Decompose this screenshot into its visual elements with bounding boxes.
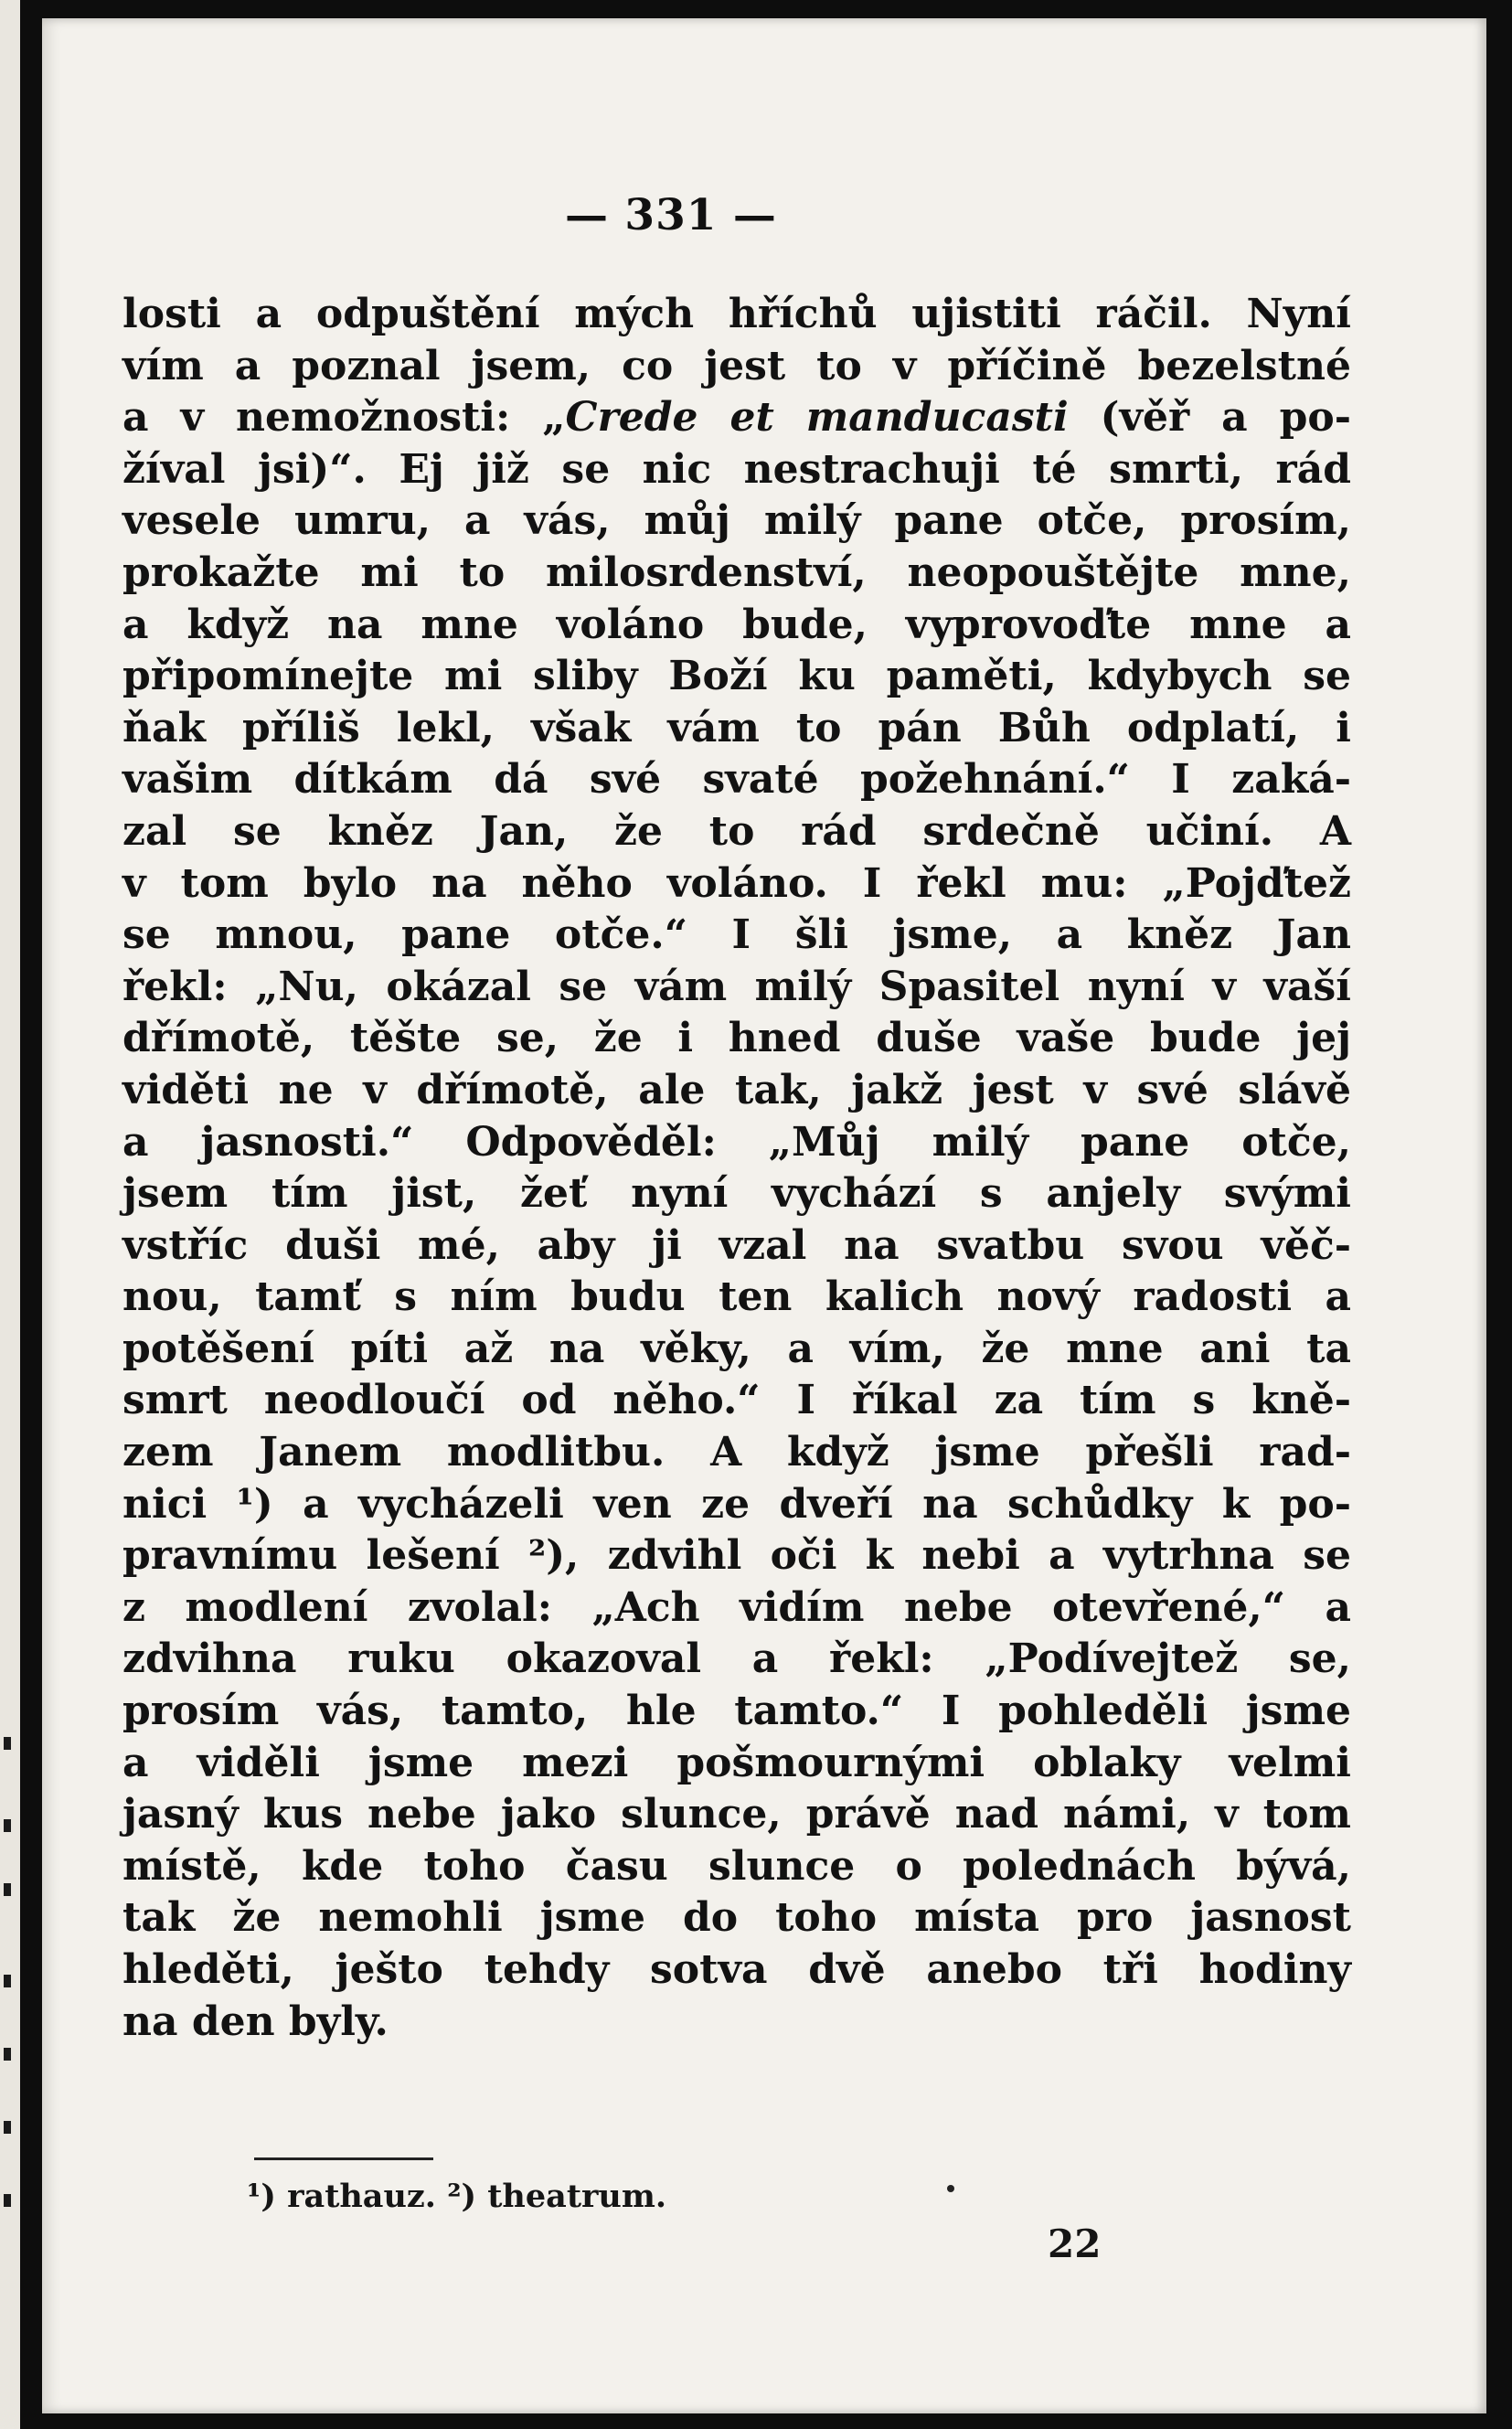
adjacent-page-edge bbox=[0, 0, 20, 2429]
text-line: se mnou, pane otče.“ I šli jsme, a kněz Jan bbox=[122, 911, 1351, 959]
text-line: tak že nemohli jsme do toho místa pro jasnost bbox=[122, 1894, 1351, 1942]
footnote-mark-2: ²) bbox=[447, 2178, 477, 2215]
body-text bbox=[122, 289, 1351, 2048]
signature-mark: 22 bbox=[1048, 2221, 1102, 2266]
text-line: jasný kus nebe jako slunce, právě nad námi, v tom bbox=[122, 1791, 1351, 1838]
text-line: v tom bylo na něho voláno. I řekl mu: „Pojďtež bbox=[122, 859, 1351, 907]
text-line: jsem tím jist, žeť nyní vychází s anjely svými bbox=[122, 1170, 1351, 1218]
text-line: vím a poznal jsem, co jest to v příčině bezelstné bbox=[122, 342, 1351, 389]
footnote-text-2: theatrum. bbox=[476, 2178, 667, 2215]
footnote-mark-1: ¹) bbox=[247, 2178, 276, 2215]
text-line: vašim dítkám dá své svaté požehnání.“ I zaká- bbox=[122, 756, 1351, 804]
text-line: zal se kněz Jan, že to rád srdečně učiní. A bbox=[122, 807, 1351, 855]
text-line: zem Janem modlitbu. A když jsme přešli rad- bbox=[122, 1429, 1351, 1476]
text-line: nou, tamť s ním budu ten kalich nový radosti a bbox=[122, 1273, 1351, 1321]
page-number-header: — 331 — bbox=[565, 190, 777, 240]
text-line: prokažte mi to milosrdenství, neopouštějte mne, bbox=[122, 549, 1351, 596]
book-page bbox=[42, 18, 1486, 2413]
latin-quote: Crede et manducasti bbox=[565, 394, 1069, 442]
text-fragment: a v nemožnosti: „ bbox=[122, 394, 566, 442]
text-line: nici ¹) a vycházeli ven ze dveří na schůdky k po- bbox=[122, 1480, 1351, 1528]
text-line: pravnímu lešení ²), zdvihl oči k nebi a vytrhna se bbox=[122, 1532, 1351, 1580]
text-line bbox=[122, 392, 1351, 444]
text-line: vesele umru, a vás, můj milý pane otče, prosím, bbox=[122, 497, 1351, 545]
text-line: potěšení píti až na věky, a vím, že mne ani ta bbox=[122, 1325, 1351, 1372]
text-line: a jasnosti.“ Odpověděl: „Můj milý pane otče, bbox=[122, 1118, 1351, 1166]
text-line: viděti ne v dřímotě, ale tak, jakž jest v své slávě bbox=[122, 1066, 1351, 1113]
text-line: smrt neodloučí od něho.“ I říkal za tím s kně- bbox=[122, 1377, 1351, 1424]
speck bbox=[947, 2185, 954, 2192]
text-line: ňak příliš lekl, však vám to pán Bůh odplatí, i bbox=[122, 704, 1351, 751]
footnote bbox=[247, 2178, 666, 2215]
text-line: losti a odpuštění mých hříchů ujistiti ráčil. Nyní bbox=[122, 291, 1351, 337]
text-line: řekl: „Nu, okázal se vám milý Spasitel nyní v vaší bbox=[122, 963, 1351, 1010]
text-line: vstříc duši mé, aby ji vzal na svatbu svou věč- bbox=[122, 1221, 1351, 1269]
footnote-rule bbox=[254, 2157, 433, 2160]
text-line: z modlení zvolal: „Ach vidím nebe otevřené,“ a bbox=[122, 1583, 1351, 1631]
footnote-text-1: rathauz. bbox=[275, 2178, 448, 2215]
text-line: zdvihna ruku okazoval a řekl: „Podívejtež se, bbox=[122, 1635, 1351, 1683]
text-line: žíval jsi)“. Ej již se nic nestrachuji té smrti, rád bbox=[122, 445, 1351, 493]
text-line: hleděti, ješto tehdy sotva dvě anebo tři hodiny bbox=[122, 1946, 1351, 1993]
text-fragment: (věř a po- bbox=[1068, 394, 1351, 442]
adjacent-page-marks bbox=[4, 1737, 13, 2249]
text-line: a když na mne voláno bude, vyprovoďte mne a bbox=[122, 601, 1351, 648]
text-line: dřímotě, těšte se, že i hned duše vaše bude jej bbox=[122, 1015, 1351, 1062]
text-line: a viděli jsme mezi pošmournými oblaky velmi bbox=[122, 1739, 1351, 1786]
text-line: prosím vás, tamto, hle tamto.“ I pohleděli jsme bbox=[122, 1688, 1351, 1735]
text-line: místě, kde toho času slunce o polednách bývá, bbox=[122, 1842, 1351, 1890]
text-line: připomínejte mi sliby Boží ku paměti, kdybych se bbox=[122, 653, 1351, 700]
text-line: na den byly. bbox=[122, 1998, 389, 2045]
